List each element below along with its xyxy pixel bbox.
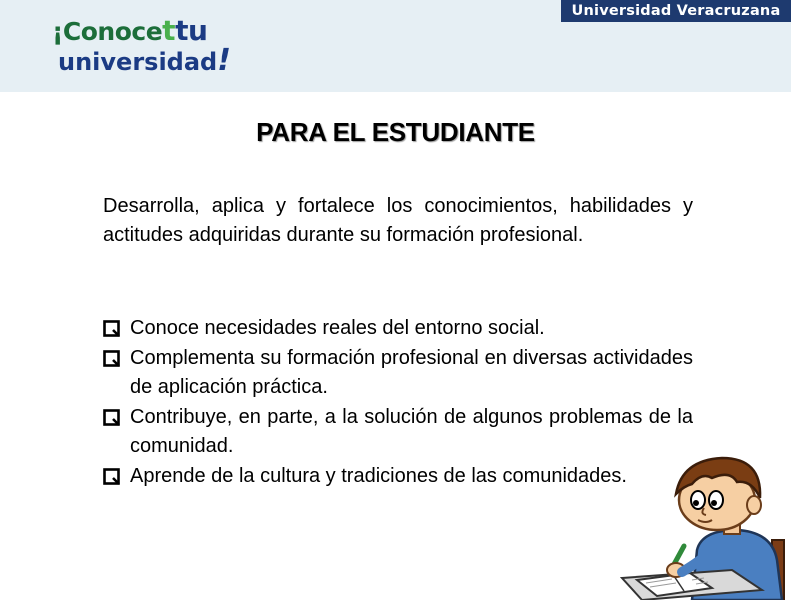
institution-banner — [561, 0, 791, 22]
header-band — [0, 0, 791, 92]
checkbox-bullet-icon — [103, 409, 123, 429]
logo-line-2 — [58, 43, 231, 78]
list-item-text: Complementa su formación profesional en diversas actividades de aplicación práctica. — [130, 347, 693, 398]
conoce-tu-universidad-logo — [52, 14, 231, 78]
list-item — [103, 344, 693, 402]
list-item — [103, 314, 693, 343]
institution-name: Universidad Veracruzana — [571, 3, 781, 19]
checkbox-bullet-icon — [103, 468, 123, 488]
checkbox-bullet-icon — [103, 350, 123, 370]
list-item-text: Aprende de la cultura y tradiciones de las comunidades. — [130, 465, 627, 487]
logo-conoce-text: ¡Conoce — [52, 17, 163, 46]
student-writing-illustration — [612, 450, 791, 600]
list-item — [103, 403, 693, 461]
bullet-list — [103, 314, 693, 492]
logo-universidad-text: universidad — [58, 48, 218, 76]
page-title: PARA EL ESTUDIANTE — [256, 117, 535, 147]
logo-bang-text: ! — [217, 43, 231, 78]
logo-tu-text: ttu — [162, 14, 208, 47]
checkbox-bullet-icon — [103, 320, 123, 340]
intro-paragraph: Desarrolla, aplica y fortalece los conocimientos, habilidades y actitudes adquiridas durante su formación profesional. — [103, 195, 693, 246]
list-item-text: Conoce necesidades reales del entorno social. — [130, 317, 545, 339]
list-item-text: Contribuye, en parte, a la solución de algunos problemas de la comunidad. — [130, 406, 693, 457]
list-item — [103, 462, 693, 491]
